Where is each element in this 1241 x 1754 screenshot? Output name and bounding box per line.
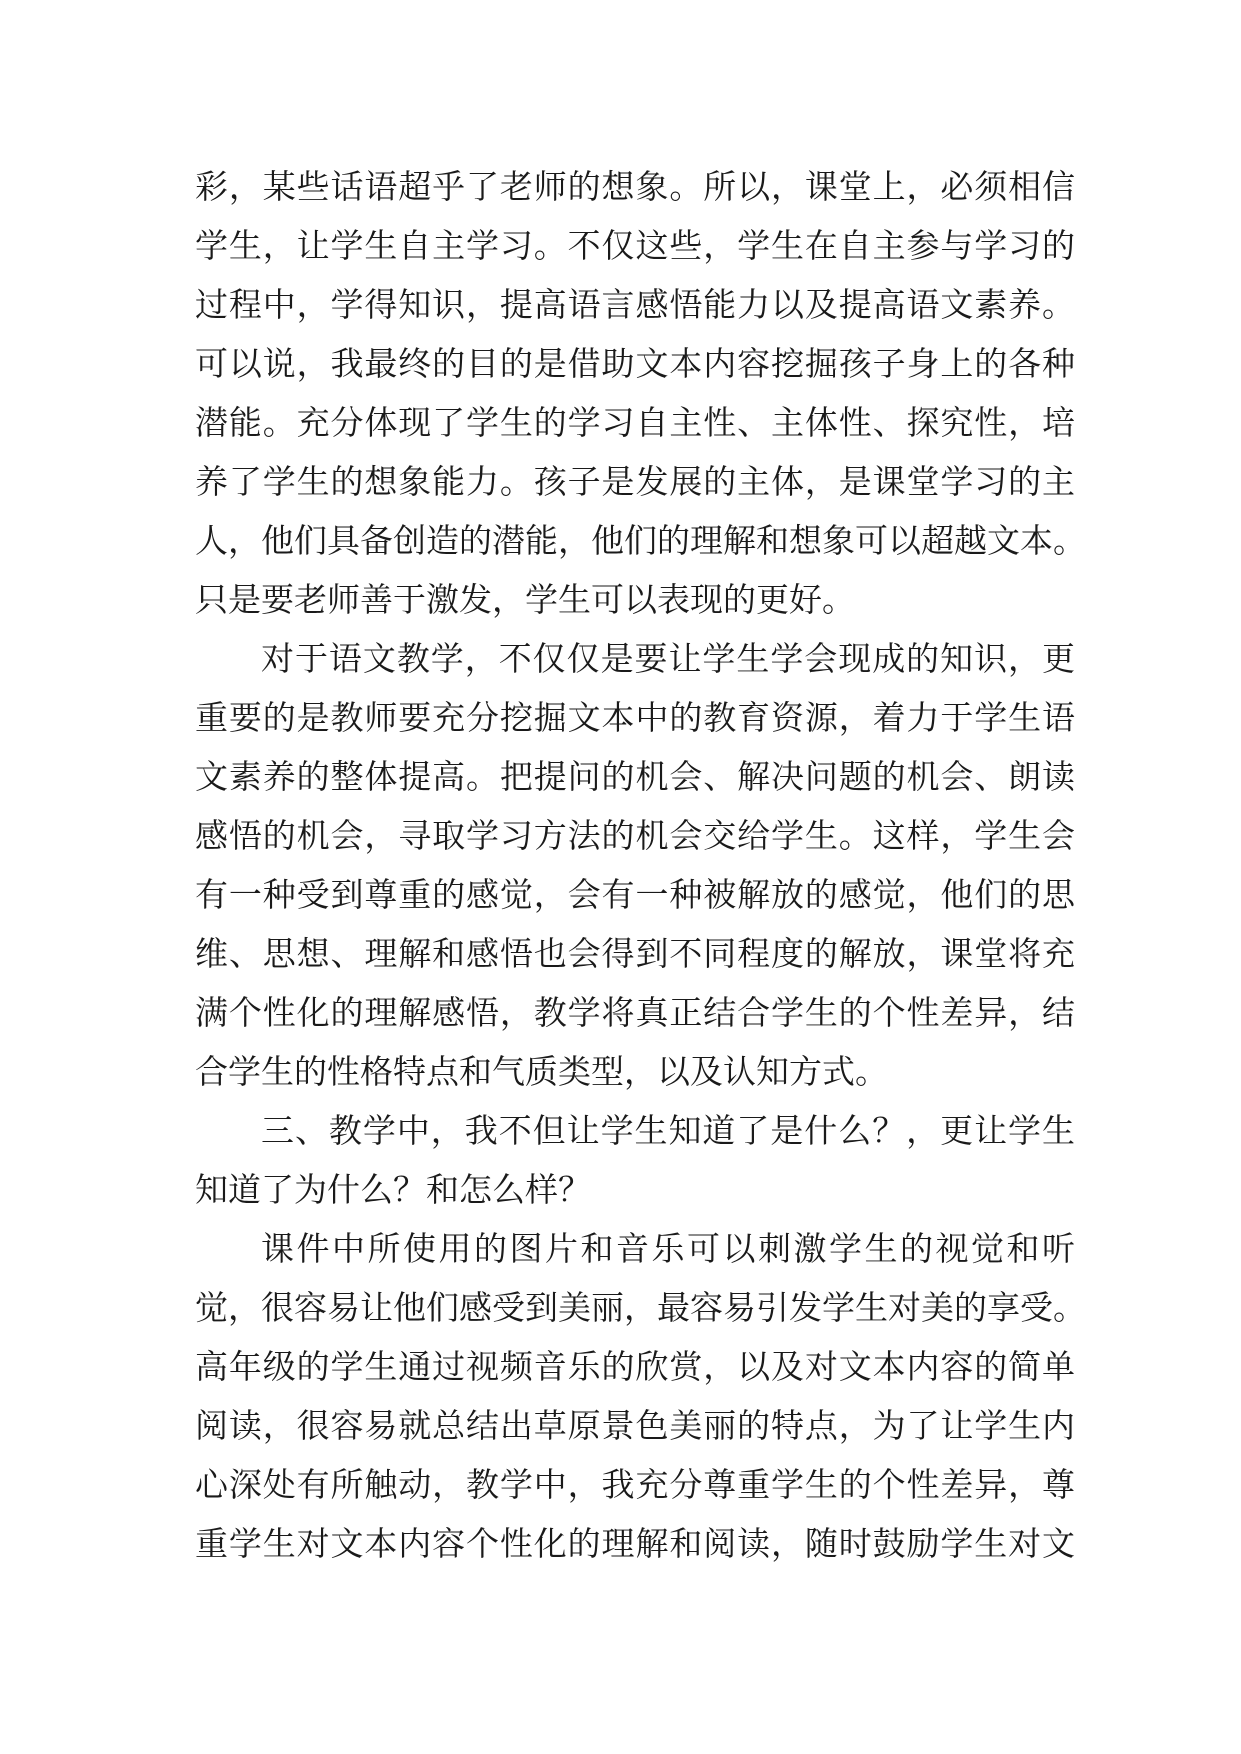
text-line: 高年级的学生通过视频音乐的欣赏，以及对文本内容的简单: [195, 1347, 1075, 1386]
text-line: 彩，某些话语超乎了老师的想象。所以，课堂上，必须相信: [195, 167, 1075, 206]
text-line: 知道了为什么？和怎么样？: [195, 1170, 591, 1209]
text-line: 阅读，很容易就总结出草原景色美丽的特点，为了让学生内: [195, 1406, 1075, 1445]
text-line: 文素养的整体提高。把提问的机会、解决问题的机会、朗读: [195, 757, 1075, 796]
paragraph-first-line: 对于语文教学，不仅仅是要让学生学会现成的知识，更: [261, 639, 1075, 678]
paragraph-first-line: 课件中所使用的图片和音乐可以刺激学生的视觉和听: [261, 1229, 1075, 1268]
document-body: [195, 157, 1086, 1573]
text-line: 合学生的性格特点和气质类型，以及认知方式。: [195, 1052, 888, 1091]
text-line: 满个性化的理解感悟，教学将真正结合学生的个性差异，结: [195, 993, 1075, 1032]
text-line: 人，他们具备创造的潜能，他们的理解和想象可以超越文本。: [195, 521, 1086, 560]
text-line: 学生，让学生自主学习。不仅这些，学生在自主参与学习的: [195, 226, 1075, 265]
text-line: 维、思想、理解和感悟也会得到不同程度的解放，课堂将充: [195, 934, 1075, 973]
text-line: 感悟的机会，寻取学习方法的机会交给学生。这样，学生会: [195, 816, 1075, 855]
text-line: 过程中，学得知识，提高语言感悟能力以及提高语文素养。: [195, 285, 1075, 324]
text-line: 只是要老师善于激发，学生可以表现的更好。: [195, 580, 855, 619]
text-line: 有一种受到尊重的感觉，会有一种被解放的感觉，他们的思: [195, 875, 1075, 914]
text-line: 潜能。充分体现了学生的学习自主性、主体性、探究性，培: [195, 403, 1075, 442]
text-line: 可以说，我最终的目的是借助文本内容挖掘孩子身上的各种: [195, 344, 1075, 383]
text-line: 养了学生的想象能力。孩子是发展的主体，是课堂学习的主: [195, 462, 1075, 501]
text-line: 觉，很容易让他们感受到美丽，最容易引发学生对美的享受。: [195, 1288, 1086, 1327]
section-heading-line: 三、教学中，我不但让学生知道了是什么？，更让学生: [261, 1111, 1075, 1150]
text-line: 心深处有所触动，教学中，我充分尊重学生的个性差异，尊: [195, 1465, 1075, 1504]
text-line: 重要的是教师要充分挖掘文本中的教育资源，着力于学生语: [195, 698, 1075, 737]
text-line: 重学生对文本内容个性化的理解和阅读，随时鼓励学生对文: [195, 1524, 1075, 1563]
